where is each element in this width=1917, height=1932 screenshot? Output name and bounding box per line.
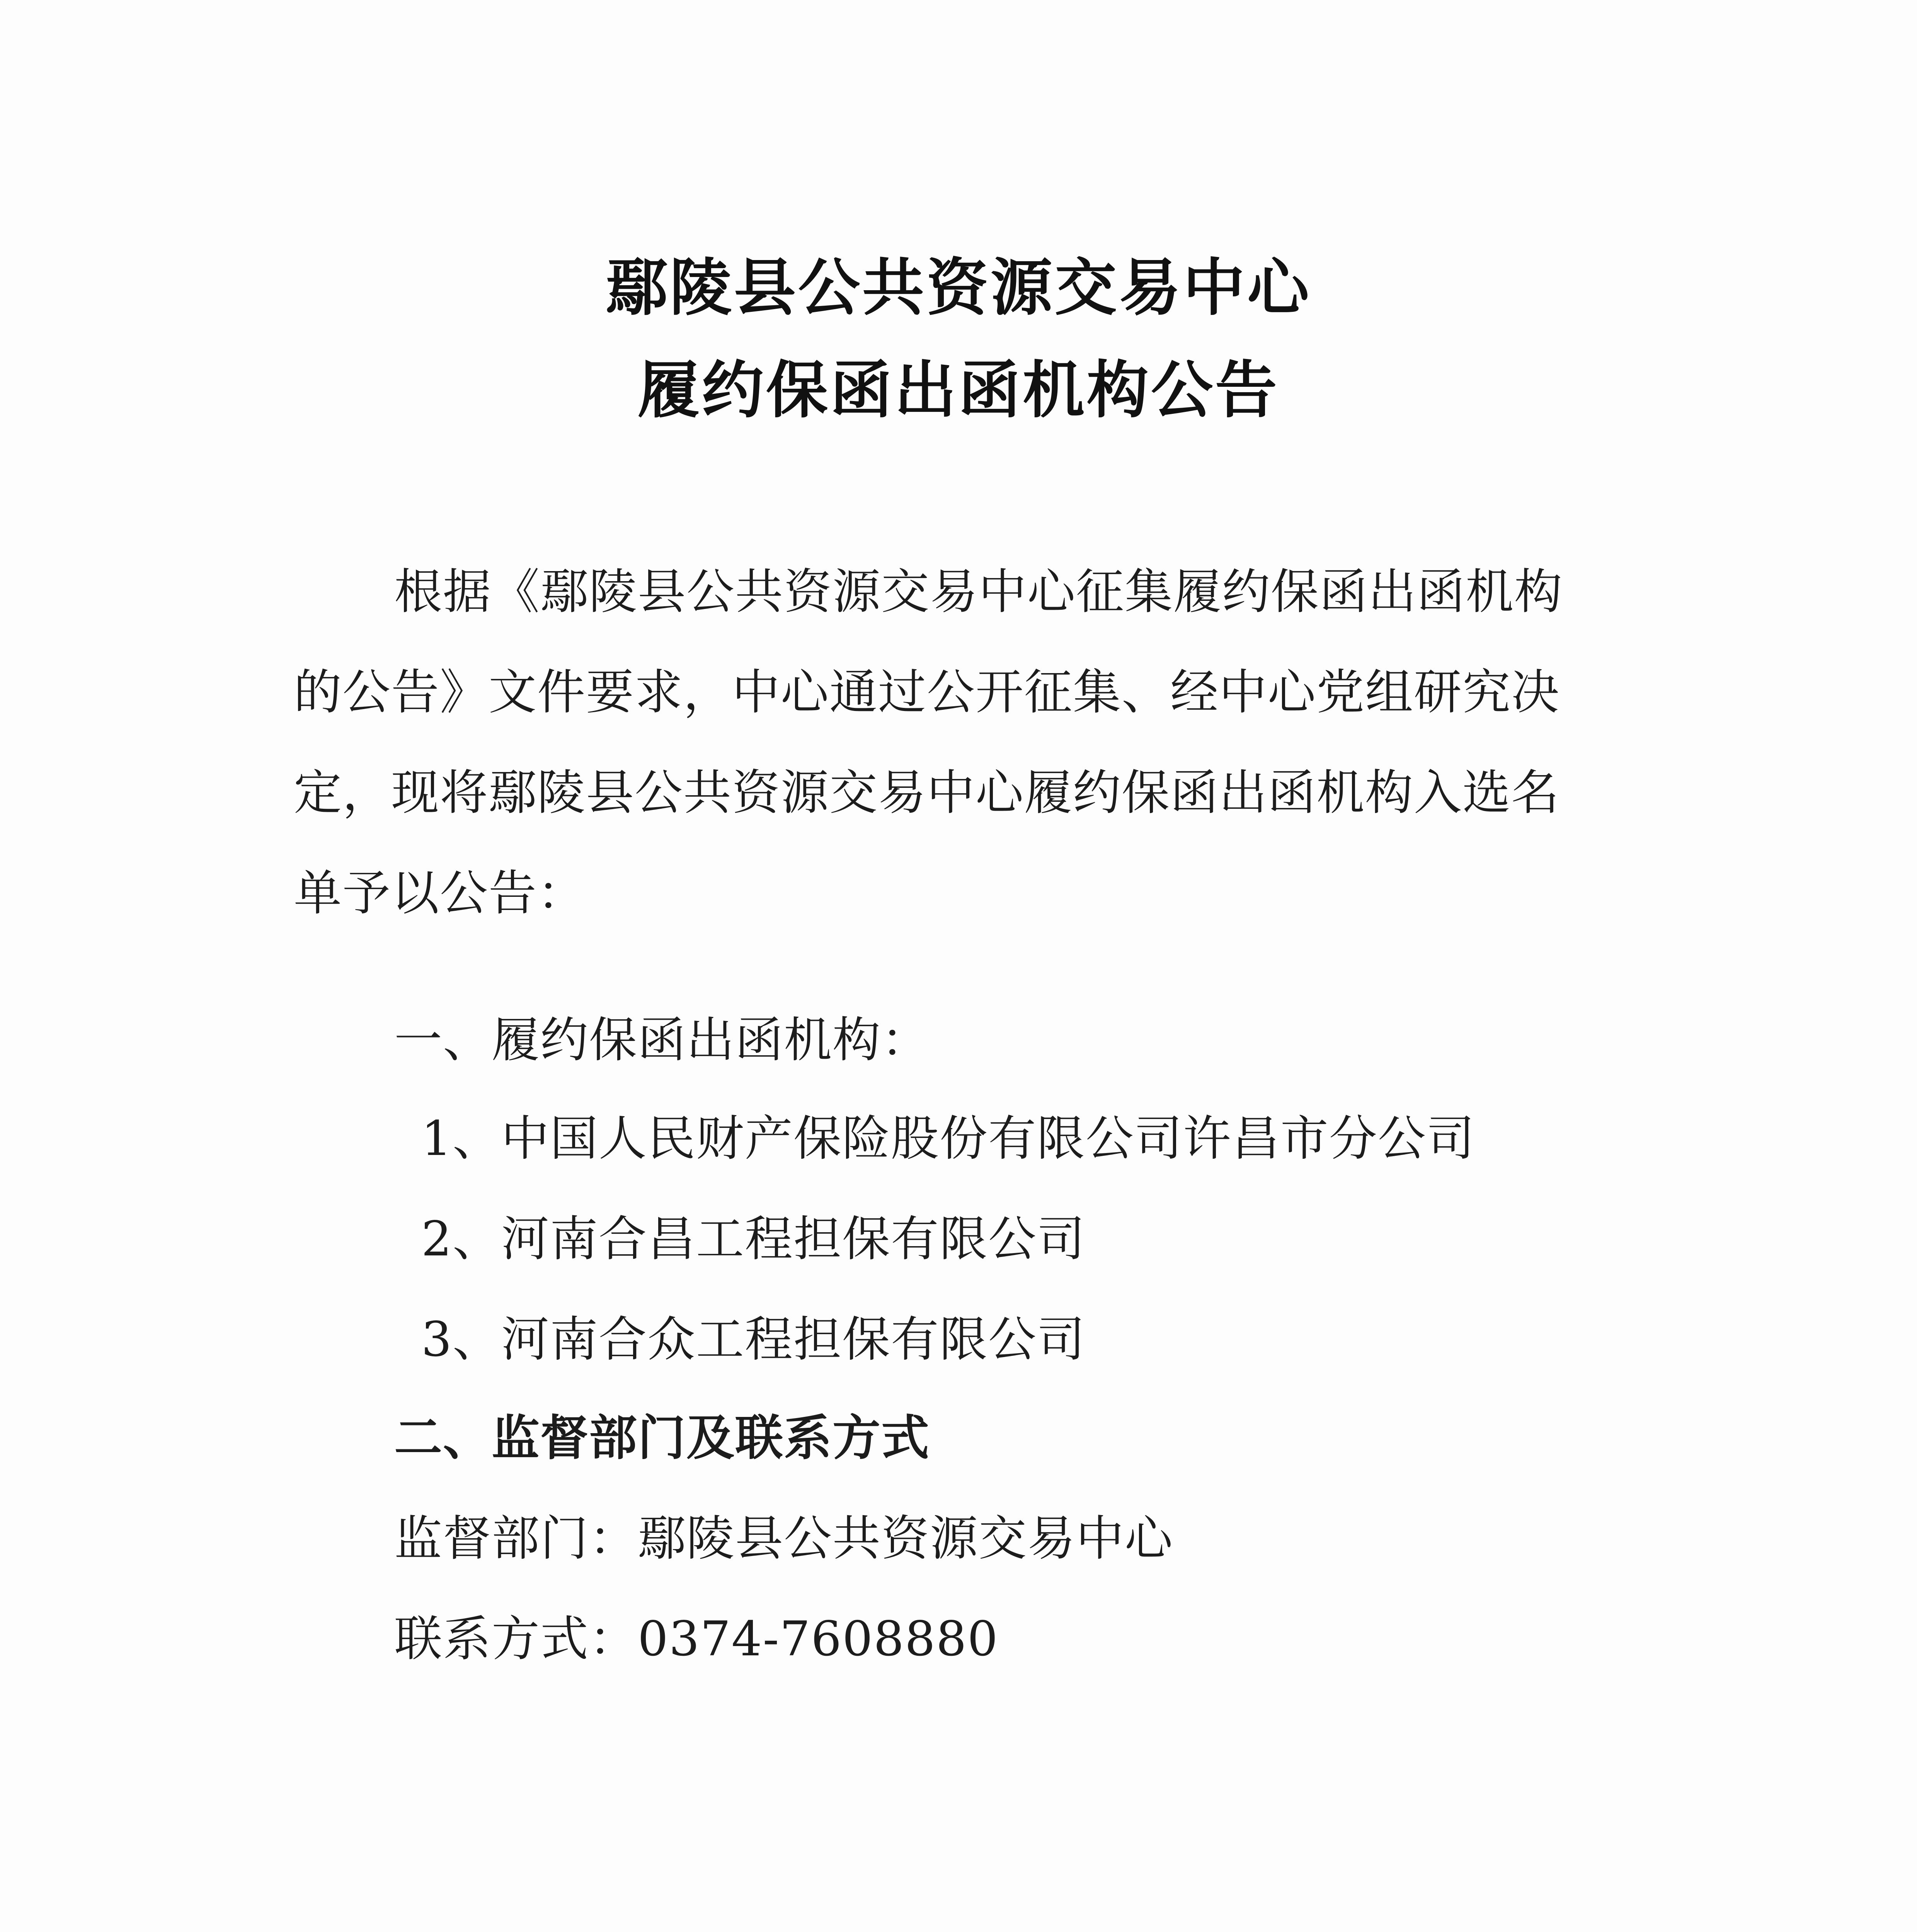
institution-item-3: 3、河南合众工程担保有限公司 xyxy=(421,1312,1086,1367)
section1-heading: 一、履约保函出函机构： xyxy=(394,1012,930,1068)
intro-line-2: 的公告》文件要求，中心通过公开征集、经中心党组研究决 xyxy=(294,665,1560,720)
institution-item-2: 2、河南合昌工程担保有限公司 xyxy=(421,1211,1086,1267)
section2-heading: 二、监督部门及联系方式 xyxy=(394,1410,930,1466)
intro-line-1: 根据《鄢陵县公共资源交易中心征集履约保函出函机构 xyxy=(394,564,1563,620)
contact-info: 联系方式：0374-7608880 xyxy=(394,1611,999,1667)
intro-line-3: 定，现将鄢陵县公共资源交易中心履约保函出函机构入选名 xyxy=(294,765,1560,821)
supervision-department: 监督部门：鄢陵县公共资源交易中心 xyxy=(394,1511,1174,1566)
title-line-1: 鄢陵县公共资源交易中心 xyxy=(605,252,1311,324)
institution-item-1: 1、中国人民财产保险股份有限公司许昌市分公司 xyxy=(421,1111,1475,1167)
title-line-2: 履约保函出函机构公告 xyxy=(637,354,1279,426)
intro-line-4: 单予以公告： xyxy=(294,866,586,921)
